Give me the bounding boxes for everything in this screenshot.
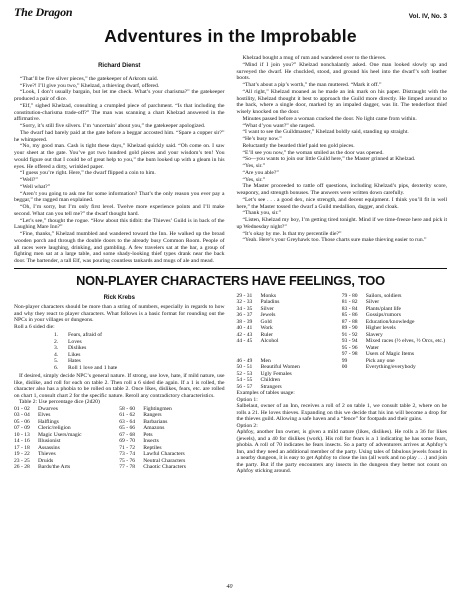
paragraph: “No, my good man. Cash is tight these days,” Khelzad quickly said. “Oh come on. I saw your sheet at the gate. You’ve got two hundred gold pieces and your wisdom’s ten! You would figure out that I could be of great help to you,” the bum looked up with a gleam in his eyes. He offered a dirty, wrinkled paper. [14, 143, 225, 170]
paragraph: “Are you able?” [242, 169, 279, 176]
range-cell: 63 - 64 [119, 418, 136, 425]
paragraph: “Thank you, sir.” [242, 210, 282, 217]
range-cell: 36 - 37 [236, 312, 253, 319]
item-cell: Children [260, 377, 281, 384]
item-cell: Fightingmen [143, 405, 172, 412]
page-header [14, 6, 447, 20]
item-cell: Pick any one [365, 357, 395, 364]
table-row [119, 464, 224, 471]
roll-number: 3. [54, 345, 59, 352]
item-cell: Assassins [38, 444, 60, 451]
item-cell: Strangers [260, 383, 282, 390]
paragraph: “E’ll see you now,” the woman smiled as the door was opened. [242, 149, 384, 156]
range-cell: 32 - 33 [236, 299, 253, 306]
item-cell: Barbarians [143, 418, 168, 425]
paragraph: “Oh, I’m sorry, but I’m only first level. Twelve more experience points and I’ll make second. What can you tell me?” the dwarf thought hard. [14, 204, 225, 217]
item-cell: Neutral Characters [143, 457, 186, 464]
range-cell: 03 - 04 [14, 412, 30, 419]
roll-number: 1. [54, 332, 59, 339]
table-2-continued [237, 293, 448, 391]
item-cell: Men [260, 357, 271, 364]
range-cell: 34 - 35 [236, 305, 253, 312]
table-2 [14, 406, 225, 471]
article2-title: NON-PLAYER CHARACTERS HAVE FEELINGS, TOO [76, 272, 385, 288]
paragraph: “Mind if I join you?” Khelzad nonchalantly asked. One man looked slowly up and surveyed the dwarf. He chuckled, stood, and ground his heel into the dwarf’s soft leather boots. [236, 61, 447, 82]
paragraph: Examples of tables usage: [236, 390, 295, 397]
range-cell: 58 - 60 [119, 405, 136, 412]
range-cell: 40 - 41 [236, 325, 253, 332]
paragraph: “Well what?” [20, 183, 51, 190]
volume-number: Vol. IV, No. 3 [408, 13, 447, 20]
article-body [14, 55, 447, 265]
range-cell: 79 - 80 [341, 292, 358, 299]
table-row [342, 364, 447, 371]
item-cell: Ugly Females [260, 370, 292, 377]
item-cell: Illusionist [38, 438, 61, 445]
item-cell: Sailors, soldiers [365, 292, 402, 299]
item-cell: Plants/plant life [365, 305, 402, 312]
paragraph: “Let’s see,” thought the rogue. “How about this tidbit: the Thieves’ Guild is in back of the Laughing Mare Inn?” [14, 217, 225, 231]
range-cell: 93 - 94 [341, 338, 358, 345]
item-cell: Silver [365, 299, 380, 306]
roll-number: 4. [54, 351, 59, 358]
item-cell: Chaotic Characters [143, 464, 186, 471]
item-cell: Users of Magic Items [365, 351, 415, 358]
roll-result: Loves [68, 338, 82, 345]
range-cell: 46 - 49 [236, 357, 253, 364]
paragraph: Salbelaut, owner of an Inn, receives a roll of 2 on table 1, we consult table 2, where on he rolls a 21. He loves thieves. Expanding on this we decide that his inn will become a drop for the thieves guild. Allowing a safe haven and a “fence” for footpads and their gains. [236, 403, 447, 423]
range-cell: 05 - 06 [14, 418, 30, 425]
range-cell: 26 - 28 [14, 464, 30, 471]
item-cell: Druids [38, 457, 54, 464]
paragraph: “Yes, sir.” [242, 163, 266, 169]
item-cell: Gossips/rumors [365, 312, 401, 319]
item-cell: Thieves [38, 451, 56, 458]
range-cell: 54 - 55 [236, 377, 253, 384]
item-cell: Magic Users/magic [38, 431, 82, 438]
range-cell: 95 - 96 [341, 344, 358, 351]
paragraph: “Well?” [20, 177, 38, 183]
paragraph: “Let’s see . . . a good dex, nice strength, and decent equipment. I think you’ll fit in well here,” the Master tossed the dwarf a Guild medallion, dagger, and cloak. [236, 196, 447, 210]
item-cell: Mixed races (½ elves, ½ Orcs, etc.) [365, 338, 446, 345]
paragraph: “He’s busy now.” [242, 136, 282, 142]
item-cell: Slavery [365, 331, 383, 338]
paragraph: Option 2: [236, 422, 258, 429]
range-cell: 69 - 70 [119, 438, 136, 445]
paragraph: The dwarf had barely paid at the gate before a beggar accosted him. “Spare a copper sir?” he whimpered. [14, 129, 225, 143]
article2-column-right [237, 293, 448, 475]
range-cell: 07 - 09 [14, 425, 30, 432]
item-cell: Pets [143, 431, 153, 438]
roll-table-1 [54, 332, 225, 371]
paragraph: “Elf,” sighed Khelzad, consulting a crumpled piece of parchment. “Is that including the constitution-charisma trade-off?” The man was scanning a chart Khelzad answered in the affirmative. [14, 102, 225, 123]
article2-body [14, 293, 447, 475]
range-cell: 71 - 72 [119, 444, 136, 451]
item-cell: Everything/everybody [365, 364, 416, 371]
item-cell: Monks [260, 292, 277, 299]
range-cell: 23 - 25 [14, 457, 30, 464]
paragraph: “What d’you want?” she rasped. [242, 122, 316, 129]
paragraph: Aphfoy, another Inn owner, is given a mild nature (likes, dislikes). He rolls a 36 for likes (jewels), and a 40 for dislikes (work). His roll for fears is a 1 indicating he has some fears, phobia. A roll of 70 indicates he fears insects. So a party of adventurers arrives at Aphfoy’s Inn, and they need an additional member of the party. Using tales of fabulous jewels found in a nearby dungeon, it is easy to get Aphfoy to close the inn (all work and no play . . .) and join the party. But if the party encounters any insects in the dungeon they better not count on Aphfoy sticking around. [236, 429, 447, 475]
item-cell: Paladins [260, 299, 280, 306]
roll-result: Fears, afraid of [68, 332, 103, 339]
roll-number: 2. [54, 338, 59, 345]
roll-row [54, 365, 225, 372]
roll-number: 5. [54, 358, 59, 365]
paragraph: “I guess you’re right. Here,” the dwarf flipped a coin to him. [20, 170, 156, 177]
range-cell: 14 - 16 [14, 438, 30, 445]
paragraph: “Yes, sir.” [242, 176, 266, 183]
paragraph: Roll a 6 sided die: [14, 323, 55, 330]
range-cell: 73 - 74 [119, 451, 136, 458]
item-cell: Amazons [143, 425, 165, 432]
article-column-left [14, 55, 225, 265]
article2-column-left [14, 293, 225, 475]
page-number: 40 [226, 584, 233, 590]
range-cell: 42 - 43 [236, 331, 253, 338]
paragraph: Option 1: [236, 396, 258, 403]
item-cell: Cleric/religion [38, 425, 71, 432]
paragraph: “Five?! I’ll give you two,” Khelzad, a thieving dwarf, offered. [20, 82, 160, 89]
paragraph: “Look, I don’t usually bargain, but let me check. What’s your charisma?” the gatekeeper produced a pair of dice. [14, 89, 225, 102]
section-divider [14, 268, 447, 269]
paragraph: Table 2: Use percentage dice (2d20) [19, 399, 100, 406]
range-cell: 19 - 22 [14, 451, 30, 458]
article-title: Adventures in the Improbable [104, 26, 357, 46]
paragraph: Reluctantly the bearded thief paid ten gold pieces. [242, 142, 355, 149]
paragraph: “Sorry, it’s still five silvers. I’m ‘uncertain’ about you,” the gatekeeper apologized. [20, 123, 206, 129]
item-cell: Jewels [260, 312, 276, 319]
paragraph: “That’ll be five silver pieces,” the gatekeeper of Arkrom said. [20, 75, 159, 82]
item-cell: Elves [38, 412, 51, 419]
range-cell: 91 - 92 [341, 331, 358, 338]
item-cell: Gold [260, 318, 272, 325]
article-column-right [237, 55, 448, 265]
paragraph: “Aren’t you going to ask me for some information? That’s the only reason you ever pay a beggar,” the ragged man explained. [14, 190, 225, 204]
range-cell: 44 - 45 [236, 338, 253, 345]
roll-result: Dislikes [68, 345, 87, 352]
range-cell: 61 - 62 [119, 412, 136, 419]
item-cell: Water [365, 344, 379, 351]
paragraph: “Yeah. Here’s your Greyhawk too. Those charts sure make thieving easier to run.” [242, 237, 427, 244]
paragraph: “Listen, Khelzad my boy, I’m getting tired tonight. Mind if we time-freeze here and pick it up Wednesday night?” [236, 217, 447, 230]
item-cell: Silver [260, 305, 274, 312]
paragraph: “So—you wants to join our little Guild here,” the Master grinned at Khelzad. [242, 156, 416, 163]
item-cell: Insects [143, 438, 159, 445]
paragraph: “I want to see the Guildmaster,” Khelzad boldly said, standing up straight. [242, 129, 409, 136]
range-cell: 38 - 39 [236, 318, 253, 325]
roll-result: Hates [68, 358, 81, 365]
item-cell: Halflings [38, 418, 59, 425]
range-cell: 75 - 76 [119, 457, 136, 464]
paragraph: “That’s about a pip’s worth,” the man muttered. “Mark it off.” [242, 82, 382, 88]
item-cell: Bards/the Arts [38, 464, 71, 471]
range-cell: 87 - 88 [341, 318, 358, 325]
range-cell: 77 - 78 [119, 464, 136, 471]
range-cell: 67 - 68 [119, 431, 136, 438]
article2-author: Rick Krebs [103, 294, 135, 301]
range-cell: 50 - 51 [236, 364, 253, 371]
range-cell: 85 - 86 [341, 312, 358, 319]
item-cell: Lawful Characters [143, 451, 185, 458]
range-cell: 52 - 53 [236, 370, 253, 377]
magazine-logo: The Dragon [14, 5, 73, 19]
paragraph: Minutes passed before a woman cracked the door. No light came from within. [242, 115, 417, 122]
item-cell: Beautiful Women [260, 364, 300, 371]
range-cell: 17 - 18 [14, 444, 30, 451]
item-cell: Higher levels [365, 325, 396, 332]
item-cell: Work [260, 325, 273, 332]
item-cell: Education/knowledge [365, 318, 415, 325]
item-cell: Rangers [143, 412, 162, 419]
range-cell: 81 - 82 [341, 299, 358, 306]
paragraph: Khelzad bought a mug of rum and wandered over to the thieves. [242, 55, 387, 61]
range-cell: 56 - 57 [236, 383, 253, 390]
range-cell: 10 - 13 [14, 431, 30, 438]
range-cell: 89 - 90 [341, 325, 358, 332]
range-cell: 00 [341, 364, 348, 371]
table-row [14, 464, 119, 471]
item-cell: Ruler [260, 331, 273, 338]
range-cell: 99 [341, 357, 348, 364]
range-cell: 65 - 66 [119, 425, 136, 432]
paragraph: The Master proceeded to rattle off questions, including Khelzad’s pips, dexterity score, weaponry, and strength bonuses. The answers were written down carefully. [236, 183, 447, 196]
range-cell: 29 - 31 [236, 292, 253, 299]
paragraph: “All right,” Khelzad moaned as he made an ink mark on his paper. Distraught with the hostility, Khelzad thought it best to approach the Guild more directly. He limped around to the back, where a single door, marked by an impaled dagger, was lit. The tenderfoot thief wisely knocked on the door. [236, 88, 447, 115]
item-cell: Dwarves [38, 405, 58, 412]
paragraph: If desired, simply decide NPC’s general nature. If strong, use love, hate, if mild nature, use like, dislike, and roll for each on table 2. Then roll a 6 sided die again. If a 1 is rolled, the character also has a phobia to be rolled on table 2. Once likes, dislikes, fears, etc. are rolled on chart 1, consult chart 2 for the specific nature. Reroll any contradictory characteristics. [14, 373, 225, 399]
paragraph: “Fine, thanks,” Khelzad mumbled and wandered toward the Inn. He walked up the broad wooden porch and through the double doors to the already busy Common Room. People of all races were laughing, drinking, and gambling. A few travelers sat at the bar, a group of fighting men sat at a large table, and some shady-looking thief types drank near the back door. The bartender, a tall Elf, was pouring countless tankards and mugs of ale and mead. [14, 231, 225, 264]
range-cell: 83 - 84 [341, 305, 358, 312]
roll-number: 6. [54, 364, 59, 371]
paragraph: “It’s okay by me. Is that my percentile die?” [242, 230, 342, 237]
roll-result: Roll 1 love and 1 hate [68, 364, 118, 371]
paragraph: Non-player characters should be more than a string of numbers, especially in regards to how and why they react to player characters. What follows is a basic format for rounding out the NPCs in your villages or dungeons. [14, 304, 225, 324]
item-cell: Reptiles [143, 444, 162, 451]
roll-result: Likes [68, 351, 81, 358]
range-cell: 97 - 98 [341, 351, 358, 358]
article-author: Richard Dienst [98, 63, 141, 69]
range-cell: 01 - 02 [14, 405, 30, 412]
item-cell: Alcohol [260, 338, 279, 345]
